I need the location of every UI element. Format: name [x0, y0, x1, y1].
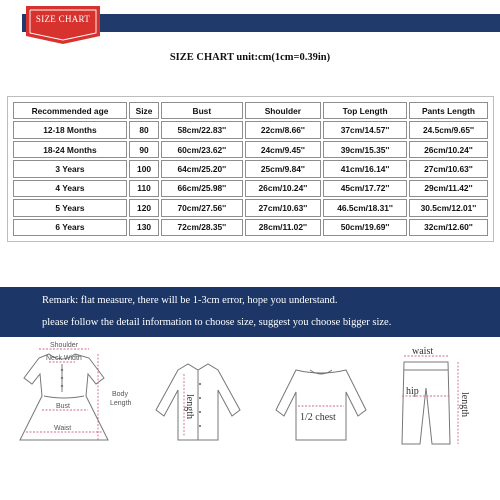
size-table-frame [7, 96, 494, 242]
cell-top-length: 45cm/17.72'' [323, 180, 407, 197]
cell-age: 6 Years [13, 219, 127, 236]
table-row [13, 160, 488, 177]
header-cell: Size [129, 102, 159, 119]
header-cell: Shoulder [245, 102, 322, 119]
cell-pants-length: 24.5cm/9.65'' [409, 121, 488, 138]
cell-pants-length: 26cm/10.24'' [409, 141, 488, 158]
remark-text-2: please follow the detail information to choose size, suggest you choose bigger size. [42, 317, 392, 328]
dress-length-label: Length [110, 400, 132, 407]
cell-age: 3 Years [13, 160, 127, 177]
cell-top-length: 50cm/19.69'' [323, 219, 407, 236]
header-cell: Bust [161, 102, 242, 119]
header-cell: Top Length [323, 102, 407, 119]
remark-text-1: Remark: flat measure, there will be 1-3cm error, hope you understand. [42, 295, 338, 306]
cell-shoulder: 24cm/9.45'' [245, 141, 322, 158]
cell-bust: 60cm/23.62'' [161, 141, 242, 158]
cell-age: 5 Years [13, 199, 127, 216]
table-row [13, 219, 488, 236]
cell-top-length: 39cm/15.35'' [323, 141, 407, 158]
sweater-diagram [266, 340, 376, 452]
page-title: SIZE CHART unit:cm(1cm=0.39in) [169, 52, 331, 63]
table-header-row [13, 102, 488, 119]
cell-pants-length: 27cm/10.63'' [409, 160, 488, 177]
pants-diagram [382, 340, 496, 452]
dress-diagram [4, 340, 136, 452]
header-cell: Recommended age [13, 102, 127, 119]
cell-shoulder: 26cm/10.24'' [245, 180, 322, 197]
cell-pants-length: 30.5cm/12.01'' [409, 199, 488, 216]
cell-size: 100 [129, 160, 159, 177]
cell-age: 4 Years [13, 180, 127, 197]
cell-pants-length: 32cm/12.60'' [409, 219, 488, 236]
dress-neck-width-label: Neck Width [46, 355, 82, 362]
pants-length-label: length [459, 392, 470, 417]
cell-top-length: 46.5cm/18.31'' [323, 199, 407, 216]
size-table [11, 100, 490, 238]
cell-bust: 66cm/25.98'' [161, 180, 242, 197]
cell-age: 12-18 Months [13, 121, 127, 138]
cell-shoulder: 25cm/9.84'' [245, 160, 322, 177]
banner-label: SIZE CHART [35, 14, 91, 24]
dress-bust-label: Bust [56, 403, 71, 410]
cell-size: 120 [129, 199, 159, 216]
cell-bust: 58cm/22.83'' [161, 121, 242, 138]
cell-pants-length: 29cm/11.42'' [409, 180, 488, 197]
pants-hip-label: hip [406, 386, 419, 397]
dress-shoulder-label: Shoulder [50, 342, 79, 349]
cell-bust: 72cm/28.35'' [161, 219, 242, 236]
cell-size: 80 [129, 121, 159, 138]
table-row [13, 141, 488, 158]
cell-bust: 64cm/25.20'' [161, 160, 242, 177]
cell-bust: 70cm/27.56'' [161, 199, 242, 216]
table-row [13, 199, 488, 216]
cell-size: 110 [129, 180, 159, 197]
cell-top-length: 37cm/14.57'' [323, 121, 407, 138]
cell-shoulder: 27cm/10.63'' [245, 199, 322, 216]
shirt-length-label: length [184, 394, 195, 419]
cell-size: 130 [129, 219, 159, 236]
cell-top-length: 41cm/16.14'' [323, 160, 407, 177]
table-row [13, 180, 488, 197]
dress-waist-label: Waist [54, 425, 72, 432]
cell-size: 90 [129, 141, 159, 158]
cell-age: 18-24 Months [13, 141, 127, 158]
cell-shoulder: 28cm/11.02'' [245, 219, 322, 236]
cell-shoulder: 22cm/8.66'' [245, 121, 322, 138]
header-cell: Pants Length [409, 102, 488, 119]
dress-body-label: Body [112, 391, 128, 398]
shirt-diagram [140, 340, 258, 452]
table-row [13, 121, 488, 138]
sweater-chest-label: 1/2 chest [300, 412, 336, 423]
size-chart-ribbon [22, 6, 104, 46]
pants-waist-label: waist [412, 346, 434, 357]
